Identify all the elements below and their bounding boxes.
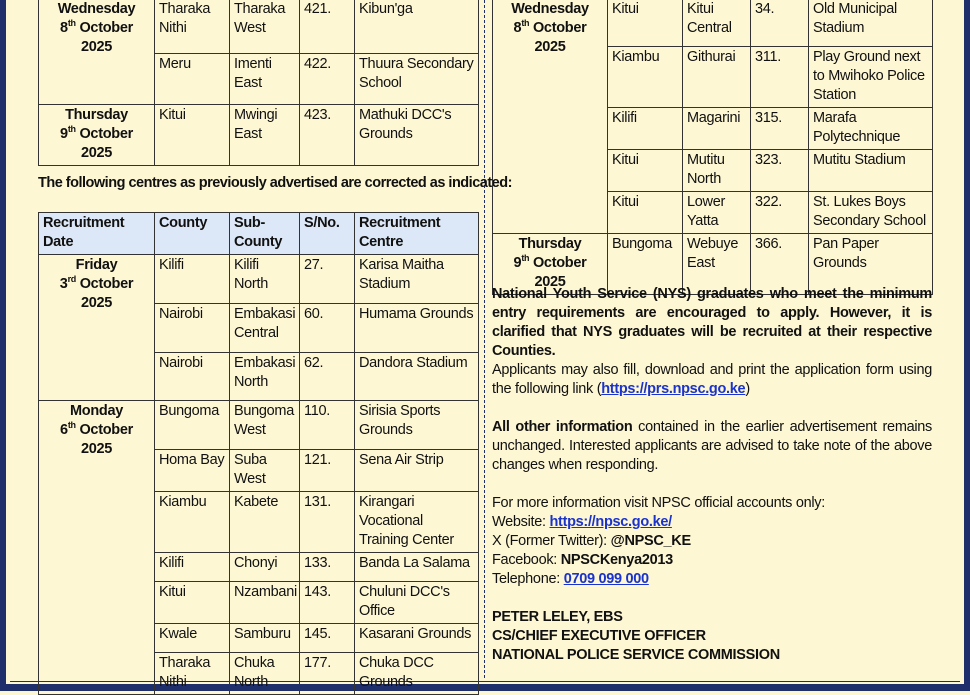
recruitment-date-cell [39, 255, 155, 401]
sno-cell: 423. [300, 105, 355, 166]
sno-cell: 121. [300, 450, 355, 492]
sno-cell: 133. [300, 553, 355, 582]
centre-cell: Chuluni DCC's Office [355, 582, 479, 624]
sno-cell: 421. [300, 0, 355, 54]
date-text: 9th October 2025 [513, 253, 587, 290]
sub-county-cell: Nzambani [230, 582, 300, 624]
centre-cell: Play Ground next to Mwihoko Police Station [809, 47, 933, 108]
centre-cell: Sirisia Sports Grounds [355, 401, 479, 450]
other-info-lead: All other information [492, 419, 633, 435]
date-day: Thursday [65, 107, 128, 123]
sub-county-cell: Embakasi Central [230, 304, 300, 353]
date-suffix: th [521, 253, 530, 264]
date-day: Monday [70, 403, 123, 419]
column-header: Sub-County [230, 213, 300, 255]
county-cell: Tharaka Nithi [155, 653, 230, 695]
county-cell: Kitui [608, 0, 683, 47]
telephone-line [492, 570, 932, 589]
centre-cell: Kirangari Vocational Training Center [355, 492, 479, 553]
telephone-link[interactable]: 0709 099 000 [563, 571, 649, 587]
column-header: Recruitment Centre [355, 213, 479, 255]
column-header: S/No. [300, 213, 355, 255]
date-suffix: th [67, 420, 76, 431]
county-cell: Kitui [608, 192, 683, 234]
centre-cell: Banda La Salama [355, 553, 479, 582]
table-row [39, 401, 479, 450]
county-cell: Bungoma [608, 234, 683, 295]
other-info-paragraph [492, 418, 932, 475]
right-continued-table [492, 0, 933, 295]
centre-cell: Mathuki DCC's Grounds [355, 105, 479, 166]
sub-county-cell: Mutitu North [683, 150, 751, 192]
sub-county-cell: Mwingi East [230, 105, 300, 166]
sno-cell: 27. [300, 255, 355, 304]
page-border-right [964, 0, 970, 691]
sub-county-cell: Imenti East [230, 54, 300, 105]
application-form-link[interactable]: https://prs.npsc.go.ke [601, 381, 746, 397]
date-day: Friday [75, 257, 118, 273]
nys-notice: National Youth Service (NYS) graduates who meet the minimum entry requirements are encouraged to apply. However, it is clarified that NYS graduates will be recruited at their respective Counties. [492, 286, 932, 359]
recruitment-date-cell [493, 0, 608, 234]
column-header: County [155, 213, 230, 255]
sno-cell: 60. [300, 304, 355, 353]
date-day: Thursday [518, 236, 582, 252]
corrections-table [38, 212, 479, 695]
recruitment-date-cell [39, 105, 155, 166]
contact-intro: For more information visit NPSC official accounts only: [492, 495, 825, 511]
sno-cell: 177. [300, 653, 355, 695]
date-text: 6th October 2025 [60, 420, 133, 457]
sub-county-cell: Kitui Central [683, 0, 751, 47]
facebook-handle: NPSCKenya2013 [560, 552, 673, 568]
sno-cell: 62. [300, 353, 355, 401]
sno-cell: 311. [751, 47, 809, 108]
centre-cell: Thuura Secondary School [355, 54, 479, 105]
centre-cell: Mutitu Stadium [809, 150, 933, 192]
centre-cell: Marafa Polytechnique [809, 108, 933, 150]
date-suffix: th [67, 18, 76, 29]
sno-cell: 323. [751, 150, 809, 192]
county-cell: Kitui [608, 150, 683, 192]
sno-cell: 34. [751, 0, 809, 47]
county-cell: Homa Bay [155, 450, 230, 492]
table-row [39, 255, 479, 304]
date-suffix: th [521, 18, 530, 29]
table-row [39, 105, 479, 166]
recruitment-date-cell [39, 0, 155, 105]
date-day: Wednesday [511, 1, 589, 17]
centre-cell: Kibun'ga [355, 0, 479, 54]
x-line [492, 532, 932, 551]
signatory-name: PETER LELEY, EBS [492, 609, 623, 625]
signatory-title: CS/CHIEF EXECUTIVE OFFICER [492, 628, 706, 644]
sno-cell: 143. [300, 582, 355, 624]
website-line [492, 513, 932, 532]
sno-cell: 422. [300, 54, 355, 105]
centre-cell: Old Municipal Stadium [809, 0, 933, 47]
county-cell: Kilifi [608, 108, 683, 150]
apply-text: Applicants may also fill, download and print the application form using the following link ( [492, 362, 932, 397]
apply-text-close: ) [745, 381, 750, 397]
sno-cell: 322. [751, 192, 809, 234]
column-header: Recruitment Date [39, 213, 155, 255]
correction-heading: The following centres as previously advertised are corrected as indicated: [38, 175, 512, 191]
facebook-label: Facebook: [492, 552, 561, 568]
table-row [493, 0, 933, 47]
sno-cell: 145. [300, 624, 355, 653]
centre-cell: St. Lukes Boys Secondary School [809, 192, 933, 234]
signatory-org: NATIONAL POLICE SERVICE COMMISSION [492, 647, 780, 663]
sub-county-cell: Githurai [683, 47, 751, 108]
sub-county-cell: Kilifi North [230, 255, 300, 304]
sub-county-cell: Samburu [230, 624, 300, 653]
date-suffix: th [67, 124, 76, 135]
sno-cell: 110. [300, 401, 355, 450]
sub-county-cell: Magarini [683, 108, 751, 150]
centre-cell: Humama Grounds [355, 304, 479, 353]
sub-county-cell: Chonyi [230, 553, 300, 582]
signature-block [492, 608, 932, 665]
date-text: 3rd October 2025 [59, 274, 134, 311]
county-cell: Kilifi [155, 553, 230, 582]
website-link[interactable]: https://npsc.go.ke/ [549, 514, 672, 530]
sno-cell: 366. [751, 234, 809, 295]
apply-paragraph [492, 361, 932, 399]
county-cell: Kiambu [608, 47, 683, 108]
sub-county-cell: Kabete [230, 492, 300, 553]
telephone-label: Telephone: [492, 571, 564, 587]
centre-cell: Sena Air Strip [355, 450, 479, 492]
facebook-line [492, 551, 932, 570]
website-label: Website: [492, 514, 550, 530]
county-cell: Kwale [155, 624, 230, 653]
sub-county-cell: Bungoma West [230, 401, 300, 450]
date-day: Wednesday [57, 1, 136, 17]
date-text: 8th October 2025 [60, 18, 133, 55]
centre-cell: Dandora Stadium [355, 353, 479, 401]
county-cell: Bungoma [155, 401, 230, 450]
county-cell: Nairobi [155, 353, 230, 401]
county-cell: Tharaka Nithi [155, 0, 230, 54]
county-cell: Kitui [155, 582, 230, 624]
county-cell: Meru [155, 54, 230, 105]
page-border-left [0, 0, 6, 691]
centre-cell: Chuka DCC Grounds [355, 653, 479, 695]
sub-county-cell: Embakasi North [230, 353, 300, 401]
x-handle: @NPSC_KE [610, 533, 691, 549]
county-cell: Kitui [155, 105, 230, 166]
sub-county-cell: Tharaka West [230, 0, 300, 54]
sub-county-cell: Lower Yatta [683, 192, 751, 234]
county-cell: Kiambu [155, 492, 230, 553]
date-text: 8th October 2025 [513, 18, 587, 55]
table-row [39, 0, 479, 54]
contact-block [492, 494, 932, 589]
centre-cell: Kasarani Grounds [355, 624, 479, 653]
county-cell: Kilifi [155, 255, 230, 304]
county-cell: Nairobi [155, 304, 230, 353]
column-divider [484, 0, 485, 678]
sno-cell: 131. [300, 492, 355, 553]
x-label: X (Former Twitter): [492, 533, 611, 549]
centre-cell: Pan Paper Grounds [809, 234, 933, 295]
sub-county-cell: Suba West [230, 450, 300, 492]
recruitment-date-cell [39, 401, 155, 695]
sub-county-cell: Chuka North [230, 653, 300, 695]
centre-cell: Karisa Maitha Stadium [355, 255, 479, 304]
left-continued-table [38, 0, 479, 166]
date-suffix: rd [67, 274, 76, 285]
sno-cell: 315. [751, 108, 809, 150]
date-text: 9th October 2025 [60, 124, 133, 161]
sub-county-cell: Webuye East [683, 234, 751, 295]
other-info-text: contained in the earlier advertisement remains unchanged. Interested applicants are advised to take note of the above changes when responding. [492, 419, 932, 473]
